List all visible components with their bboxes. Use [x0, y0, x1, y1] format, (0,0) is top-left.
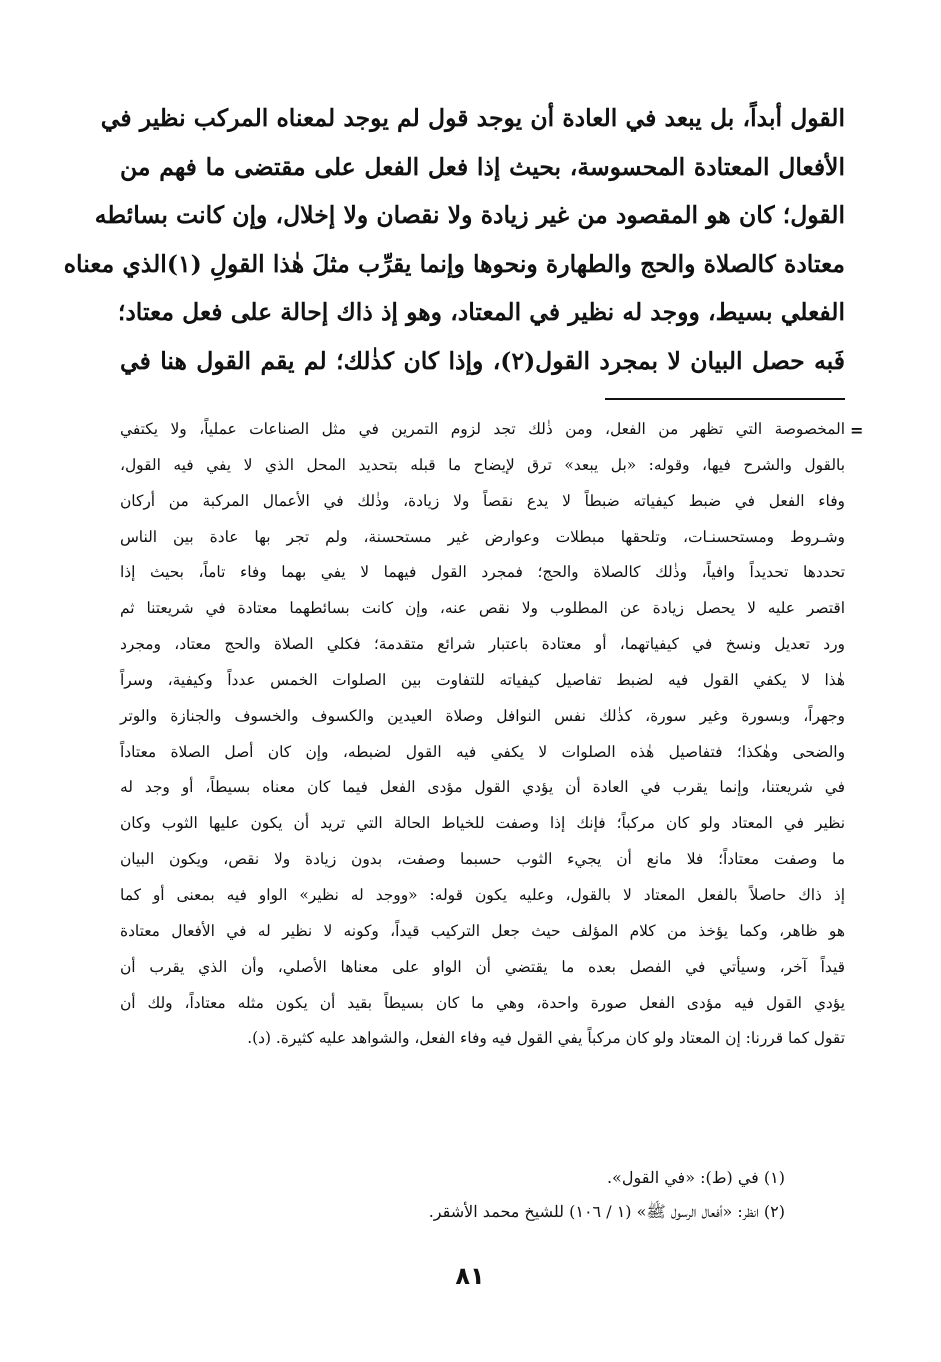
main-text	[63, 94, 845, 386]
commentary-line: وجهراً، وبسورة وغير سورة، كذٰلك نفس النوافل وصلاة العيدين والكسوف والخسوف والجنازة والوتر	[120, 706, 845, 725]
commentary-line: نظير في المعتاد ولو كان مركباً؛ فإنك إذا وصفت للخياط الحالة التي تريد أن يكون عليها الثوب وكان	[120, 814, 845, 833]
commentary-line: ما وصفت معتاداً؛ فلا مانع أن يجيء الثوب حسبما وصفت، بدون زيادة ولا نقص، ويكون البيان	[120, 850, 845, 869]
commentary-line: وفاء الفعل في ضبط كيفياته ضبطاً لا يدع نقصاً ولا زيادة، وذٰلك في الأعمال المركبة من أركان	[120, 491, 845, 510]
commentary-line: هو ظاهر، وكما يؤخذ من كلام المؤلف حيث جعل التركيب قيداً، وكونه لا نظير له في الأفعال معتادة	[120, 921, 845, 940]
continuation-mark: =	[850, 421, 864, 440]
commentary-line: اقتصر عليه لا يحصل زيادة عن المطلوب ولا نقص عنه، وإن كانت بسائطهما معتادة في شريعتنا ثم	[120, 599, 845, 618]
main-text-line: الفعلي بسيط، ووجد له نظير في المعتاد، وهو إذ ذاك إحالة على فعل معتاد؛	[117, 298, 845, 327]
commentary-line: وشـروط ومستحسنـات، وتلحقها مبطلات وعوارض غير مستحسنة، ولم تجر بها عادة بين الناس	[120, 527, 845, 546]
main-text-line: القول؛ كان هو المقصود من غير زيادة ولا نقصان ولا إخلال، وإن كانت بسائطه	[94, 201, 845, 230]
main-text-line: القول أبداً، بل يبعد في العادة أن يوجد قول لم يوجد لمعناه المركب نظير في	[100, 104, 845, 132]
page-number: ٨١	[455, 1262, 485, 1290]
reference-footnote: (٢) انظر: «أفعال الرسول ﷺ» (١ / ١٠٦) للشيخ محمد الأشقر.	[428, 1202, 785, 1221]
commentary-line: ورد تعديل ونسخ في كيفياتهما، أو معتادة باعتبار شرائع متقدمة؛ فكلي الصلاة والحج معتاد، ومجرد	[120, 635, 845, 654]
commentary-line: في شريعتنا، وإنما يقرب في العادة أن يؤدي القول مؤدى الفعل فيما كان معناه بسيطاً، أو وجد له	[120, 778, 845, 797]
main-text-line: الأفعال المعتادة المحسوسة، بحيث إذا فعل الفعل على مقتضى ما فهم من	[120, 152, 845, 181]
commentary-line: هٰذا لا يكفي القول فيه لضبط تفاصيل كيفياته للتفاوت بين الصلوات الخمس عدداً وكيفية، وسراً	[120, 670, 845, 689]
commentary-footnote	[120, 412, 845, 1057]
footnote-separator	[605, 398, 845, 400]
main-text-line: معتادة كالصلاة والحج والطهارة ونحوها وإنما يقرِّب مثلَ هٰذا القولِ (١)الذي معناه	[63, 249, 845, 278]
commentary-line: والضحى وهٰكذا؛ فتفاصيل هٰذه الصلوات لا يكفي فيه القول لضبطه، وإن كان أصل الصلاة معتاداً	[120, 742, 845, 761]
reference-footnote: (١) في (ط): «في القول».	[606, 1168, 785, 1187]
commentary-line: بالقول والشرح فيها، وقوله: «بل يبعد» ترق لإيضاح ما قبله بتحديد المحل الذي لا يفي فيه القول،	[120, 455, 845, 474]
commentary-line: يؤدي القول فيه مؤدى الفعل صورة واحدة، وهي ما كان بسيطاً بقيد أن يكون مثله معتاداً، ولك أن	[120, 993, 845, 1012]
main-text-line: فَبه حصل البيان لا بمجرد القول(٢)، وإذا كان كذٰلك؛ لم يقم القول هنا في	[120, 346, 845, 375]
reference-footnotes	[260, 1161, 785, 1229]
commentary-line: إذ ذاك حاصلاً بالفعل المعتاد لا بالقول، وعليه يكون قوله: «ووجد له نظير» الواو فيه بمعنى أو كما	[120, 885, 845, 904]
commentary-line: قيداً آخر، وسيأتي في الفصل بعده ما يقتضي أن الواو على معناها الأصلي، وأن الذي يقرب أن	[120, 957, 845, 976]
commentary-line: تحددها تحديداً وافياً، وذٰلك كالصلاة والحج؛ فمجرد القول فيهما لا يفي بهما وفاء تاماً، بحيث إذا	[120, 563, 845, 582]
commentary-line: المخصوصة التي تظهر من الفعل، ومن ذٰلك تجد لزوم التمرين في مثل الصناعات عملياً، ولا يكتفي	[120, 420, 845, 438]
commentary-line: تقول كما قررنا: إن المعتاد ولو كان مركباً يفي القول فيه وفاء الفعل، والشواهد عليه كثيرة. (د).	[247, 1029, 845, 1048]
